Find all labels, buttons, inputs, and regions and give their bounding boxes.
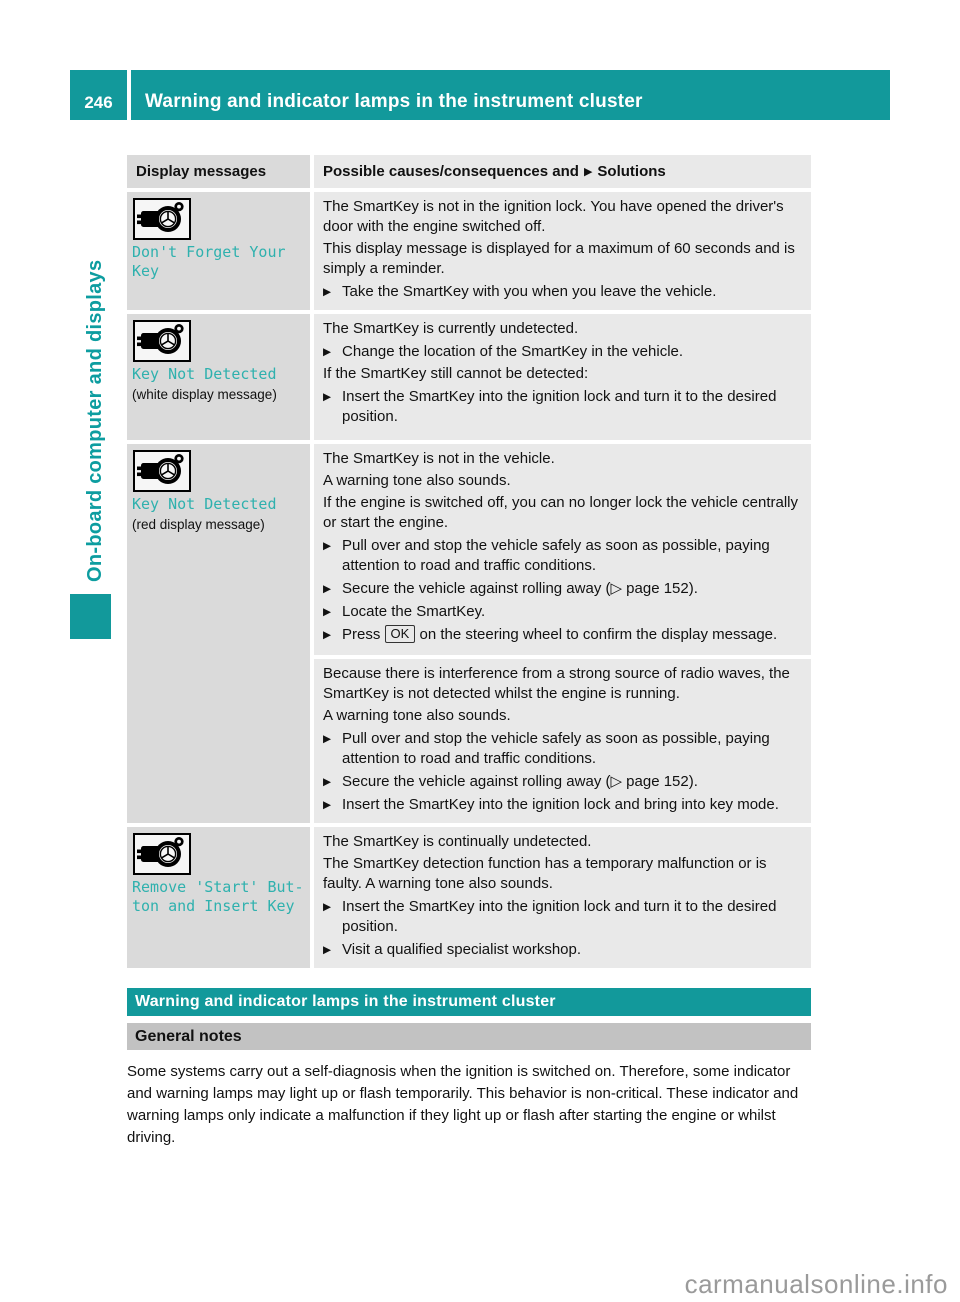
causes-cell [314,659,811,823]
display-message-text: Remove 'Start' But- [132,878,304,896]
solution-bullet [323,625,801,645]
bullet-text: Secure the vehicle against rolling away (▷ page 152). [342,773,698,790]
paragraph: A warning tone also sounds. [323,707,511,724]
solution-bullet [323,940,801,960]
display-message-note: (red display message) [132,517,265,532]
bullet-arrow-icon: ▶ [323,629,332,641]
display-messages-header-cell: Display messages [127,155,310,188]
paragraph: The SmartKey is continually undetected. [323,833,592,850]
table-row [127,192,811,310]
causes-cell-group [314,827,811,968]
causes-header-cell [314,155,811,188]
bullet-text: Pull over and stop the vehicle safely as soon as possible, paying attention to road and traffic conditions. [342,730,770,767]
causes-cell [314,192,811,310]
smartkey-display-icon [133,198,191,240]
page-header-title: Warning and indicator lamps in the instrument cluster [145,91,643,112]
lower-section [127,988,811,1149]
paragraph: If the SmartKey still cannot be detected: [323,365,589,382]
bullet-text: Pull over and stop the vehicle safely as soon as possible, paying attention to road and traffic conditions. [342,537,770,574]
paragraph: The SmartKey is not in the vehicle. [323,450,555,467]
paragraph: Because there is interference from a strong source of radio waves, the SmartKey is not detected whilst the engine is running. [323,665,790,702]
bullet-arrow-icon: ▶ [323,391,332,403]
smartkey-display-icon [133,450,191,492]
table-row [127,444,811,823]
bullet-text: Insert the SmartKey into the ignition lock and turn it to the desired position. [342,898,777,935]
display-message-text: Key Not Detected [132,365,277,383]
display-message-text: Key [132,262,160,280]
page-header-bar [131,70,890,120]
bullet-text: Secure the vehicle against rolling away (▷ page 152). [342,580,698,597]
section-subtitle-bar: General notes [127,1023,811,1050]
paragraph: This display message is displayed for a maximum of 60 seconds and is simply a reminder. [323,240,795,277]
solution-bullet [323,579,801,599]
watermark-text: carmanualsonline.info [684,1269,948,1299]
table-row [127,314,811,440]
causes-cell-group [314,192,811,310]
display-messages-table [127,155,811,972]
bullet-arrow-icon: ▶ [323,346,332,358]
bullet-text: Press OK on the steering wheel to confirm the display message. [342,626,778,643]
chapter-marker-square [70,594,111,639]
bullet-arrow-icon: ▶ [323,540,332,552]
causes-header-text: Possible causes/consequences and [323,163,579,180]
paragraph: If the engine is switched off, you can no longer lock the vehicle centrally or start the engine. [323,494,798,531]
page-number-block [70,70,127,120]
paragraph: The SmartKey detection function has a temporary malfunction or is faulty. A warning tone also sounds. [323,855,767,892]
causes-cell [314,444,811,655]
solution-bullet [323,772,801,792]
solution-bullet [323,536,801,576]
causes-cell-group [314,444,811,823]
paragraph: The SmartKey is currently undetected. [323,320,579,337]
general-notes-paragraph: Some systems carry out a self-diagnosis when the ignition is switched on. Therefore, some indicator and warning lamps may light up or flash temporarily. This behavior is non-critical. These indicator and warning lamps only indicate a malfunction if they light up or flash after starting the engine or whilst driving. [127,1063,799,1146]
bullet-arrow-icon: ▶ [323,799,332,811]
bullet-arrow-icon: ▶ [323,901,332,913]
solutions-arrow-icon: ▶ [583,165,593,178]
page-number: 246 [84,93,113,112]
display-message-note: (white display message) [132,387,277,402]
paragraph: A warning tone also sounds. [323,472,511,489]
table-row [127,827,811,968]
causes-cell [314,314,811,440]
paragraph: The SmartKey is not in the ignition lock. You have opened the driver's door with the engine switched off. [323,198,784,235]
bullet-text: Insert the SmartKey into the ignition lock and turn it to the desired position. [342,388,777,425]
table-rows-container [127,192,811,968]
display-message-text: Don't Forget Your [132,243,286,261]
smartkey-display-icon [133,833,191,875]
bullet-text: Visit a qualified specialist workshop. [342,941,582,958]
causes-cell-group [314,314,811,440]
display-cell [127,314,310,440]
bullet-text: Change the location of the SmartKey in the vehicle. [342,343,684,360]
solution-bullet [323,282,801,302]
display-cell [127,192,310,310]
solution-bullet [323,602,801,622]
display-message-text: Key Not Detected [132,495,277,513]
bullet-text: Locate the SmartKey. [342,603,486,620]
bullet-arrow-icon: ▶ [323,733,332,745]
display-cell [127,827,310,968]
solution-bullet [323,795,801,815]
bullet-arrow-icon: ▶ [323,606,332,618]
solution-bullet [323,729,801,769]
solution-bullet [323,387,801,427]
sidebar-chapter-label: On-board computer and displays [84,259,106,582]
display-message-text: ton and Insert Key [132,897,295,915]
solution-bullet [323,342,801,362]
table-header-row [127,155,811,188]
solutions-header-text: Solutions [597,163,666,180]
display-cell [127,444,310,823]
bullet-text: Insert the SmartKey into the ignition lock and bring into key mode. [342,796,779,813]
bullet-arrow-icon: ▶ [323,286,332,298]
bullet-arrow-icon: ▶ [323,776,332,788]
causes-cell [314,827,811,968]
bullet-arrow-icon: ▶ [323,944,332,956]
ok-keycap: OK [385,625,416,643]
bullet-text: Take the SmartKey with you when you leave the vehicle. [342,283,717,300]
bullet-arrow-icon: ▶ [323,583,332,595]
solution-bullet [323,897,801,937]
section-title-bar: Warning and indicator lamps in the instrument cluster [127,988,811,1016]
smartkey-display-icon [133,320,191,362]
